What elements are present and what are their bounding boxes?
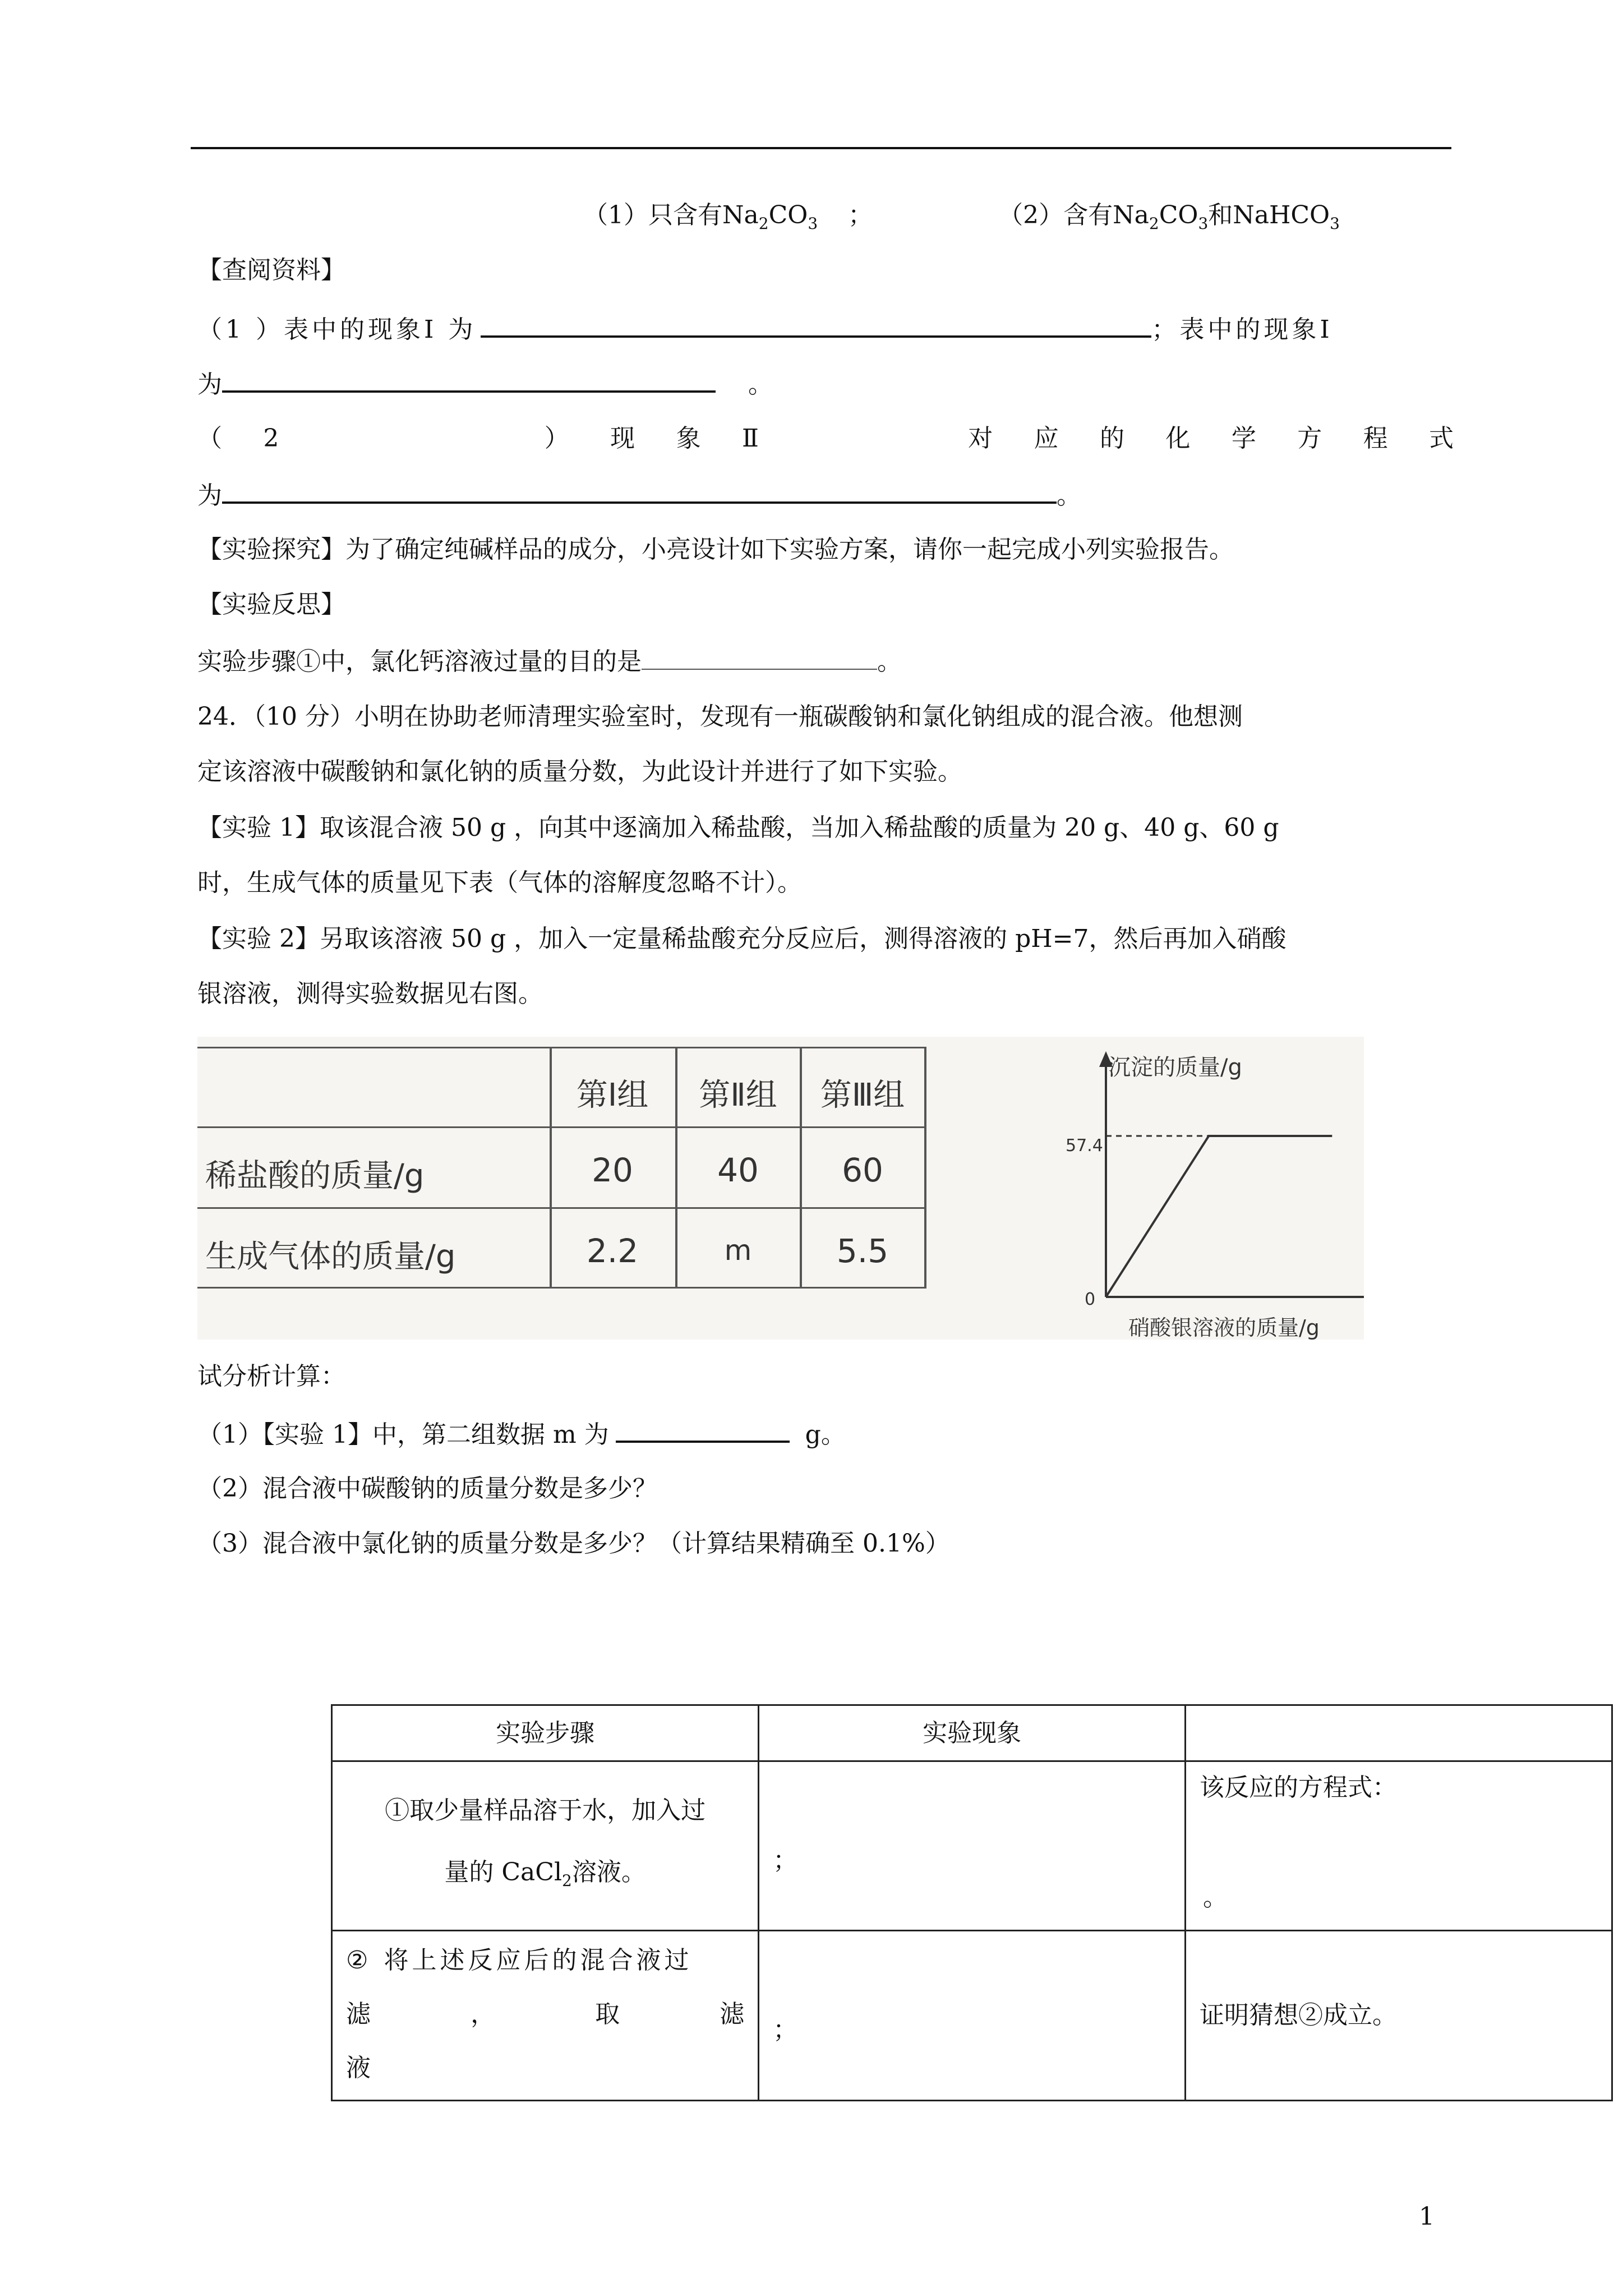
table-header: 第Ⅱ组 [699,1077,777,1114]
chart-plot-area [1099,1051,1364,1297]
header-rule [191,147,1451,149]
table-row-label: 稀盐酸的质量/g [205,1158,425,1194]
experiment-2-line-2: 银溶液，测得实验数据见右图。 [197,979,543,1008]
report-table [331,1704,1613,2101]
lookup-heading: 【查阅资料】 [197,256,345,284]
answer-blank[interactable] [222,477,1057,504]
chart-ylabel: 沉淀的质量/g [1108,1055,1242,1080]
answer-blank[interactable] [642,644,877,670]
chart-origin-label: 0 [1085,1290,1096,1309]
table-cell: 60 [842,1151,883,1189]
report-header [1186,1705,1612,1761]
answer-blank[interactable] [616,1416,790,1443]
report-phenomenon-2[interactable]: ； [759,1931,1186,2101]
question-1-line-b: 为 。 [197,366,1454,402]
precipitate-chart [1066,1043,1380,1346]
table-row-label: 生成气体的质量/g [205,1239,456,1275]
calc-question-1: （1）【实验 1】中，第二组数据 m 为 g。 [197,1416,1454,1452]
hypothesis-2: （2）含有$Na_2CO_3$和NaHCO$_3$ [998,201,1340,233]
table-cell: 2.2 [586,1232,639,1270]
table-cell: 40 [717,1151,759,1189]
calc-question-2: （2）混合液中碳酸钠的质量分数是多少？ [197,1474,657,1503]
reflect-question: 实验步骤①中，氯化钙溶液过量的目的是 。 [197,644,1454,679]
report-phenomenon-1[interactable]: ； [759,1761,1186,1931]
explore-text: 【实验探究】为了确定纯碱样品的成分，小亮设计如下实验方案，请你一起完成小列实验报告。 [197,535,1234,564]
question-2-line-a: （ 2 ） 现 象 Ⅱ 对 应 的 化 学 方 程 式 [197,424,1454,453]
report-step-1: ①取少量样品溶于水，加入过 量的 CaCl$_2$溶液。 [332,1761,759,1931]
table-cell: 5.5 [836,1232,889,1270]
problem-24-line-1: 24．（10 分）小明在协助老师清理实验室时，发现有一瓶碳酸钠和氯化钠组成的混合液。他想测 [197,702,1243,731]
report-header: 实验步骤 [332,1705,759,1761]
table-cell: 20 [592,1151,633,1189]
experiment-1-line-2: 时，生成气体的质量见下表（气体的溶解度忽略不计）。 [197,868,802,897]
report-conclusion-2[interactable]: 证明猜想②成立。 [1186,1931,1612,2101]
reflect-heading: 【实验反思】 [197,590,345,619]
calc-question-3: （3）混合液中氯化钠的质量分数是多少？（计算结果精确至 0.1%） [197,1529,950,1558]
table-header: 第Ⅲ组 [820,1077,905,1114]
experiment-2-line-1: 【实验 2】另取该溶液 50 g ，加入一定量稀盐酸充分反应后，测得溶液的 pH=7，然后再加入硝酸 [197,924,1287,953]
question-2-line-b: 为 。 [197,477,1454,513]
report-conclusion-1[interactable]: 该反应的方程式： 。 [1186,1761,1612,1931]
question-1-line-a: （1 ）表中的现象Ⅰ 为 ；表中的现象Ⅰ [197,311,1454,347]
data-table [197,1047,926,1288]
answer-blank[interactable] [481,311,1151,338]
experiment-1-line-1: 【实验 1】取该混合液 50 g ，向其中逐滴加入稀盐酸，当加入稀盐酸的质量为 20 g、40 g、60 g [197,813,1279,842]
report-header: 实验现象 [759,1705,1186,1761]
problem-24-line-2: 定该溶液中碳酸钠和氯化钠的质量分数，为此设计并进行了如下实验。 [197,757,962,786]
table-cell: m [724,1234,752,1267]
hypotheses-line: （1）只含有$Na_2CO_3$ ； （2）含有$Na_2CO_3$和NaHCO$_3$ [583,201,1340,233]
analysis-heading: 试分析计算： [197,1362,345,1391]
answer-blank[interactable] [222,366,716,393]
chart-xlabel: 硝酸银溶液的质量/g [1128,1315,1320,1340]
chart-series-line [1106,1136,1332,1297]
table-header: 第Ⅰ组 [576,1077,649,1114]
hypothesis-1: （1）只含有$Na_2CO_3$ [583,201,818,233]
report-step-2: ② 将上述反应后的混合液过 滤 ， 取 滤 液 [332,1931,759,2101]
chart-y-tick: 57.4 [1066,1136,1103,1156]
page-number: 1 [1419,2202,1435,2231]
